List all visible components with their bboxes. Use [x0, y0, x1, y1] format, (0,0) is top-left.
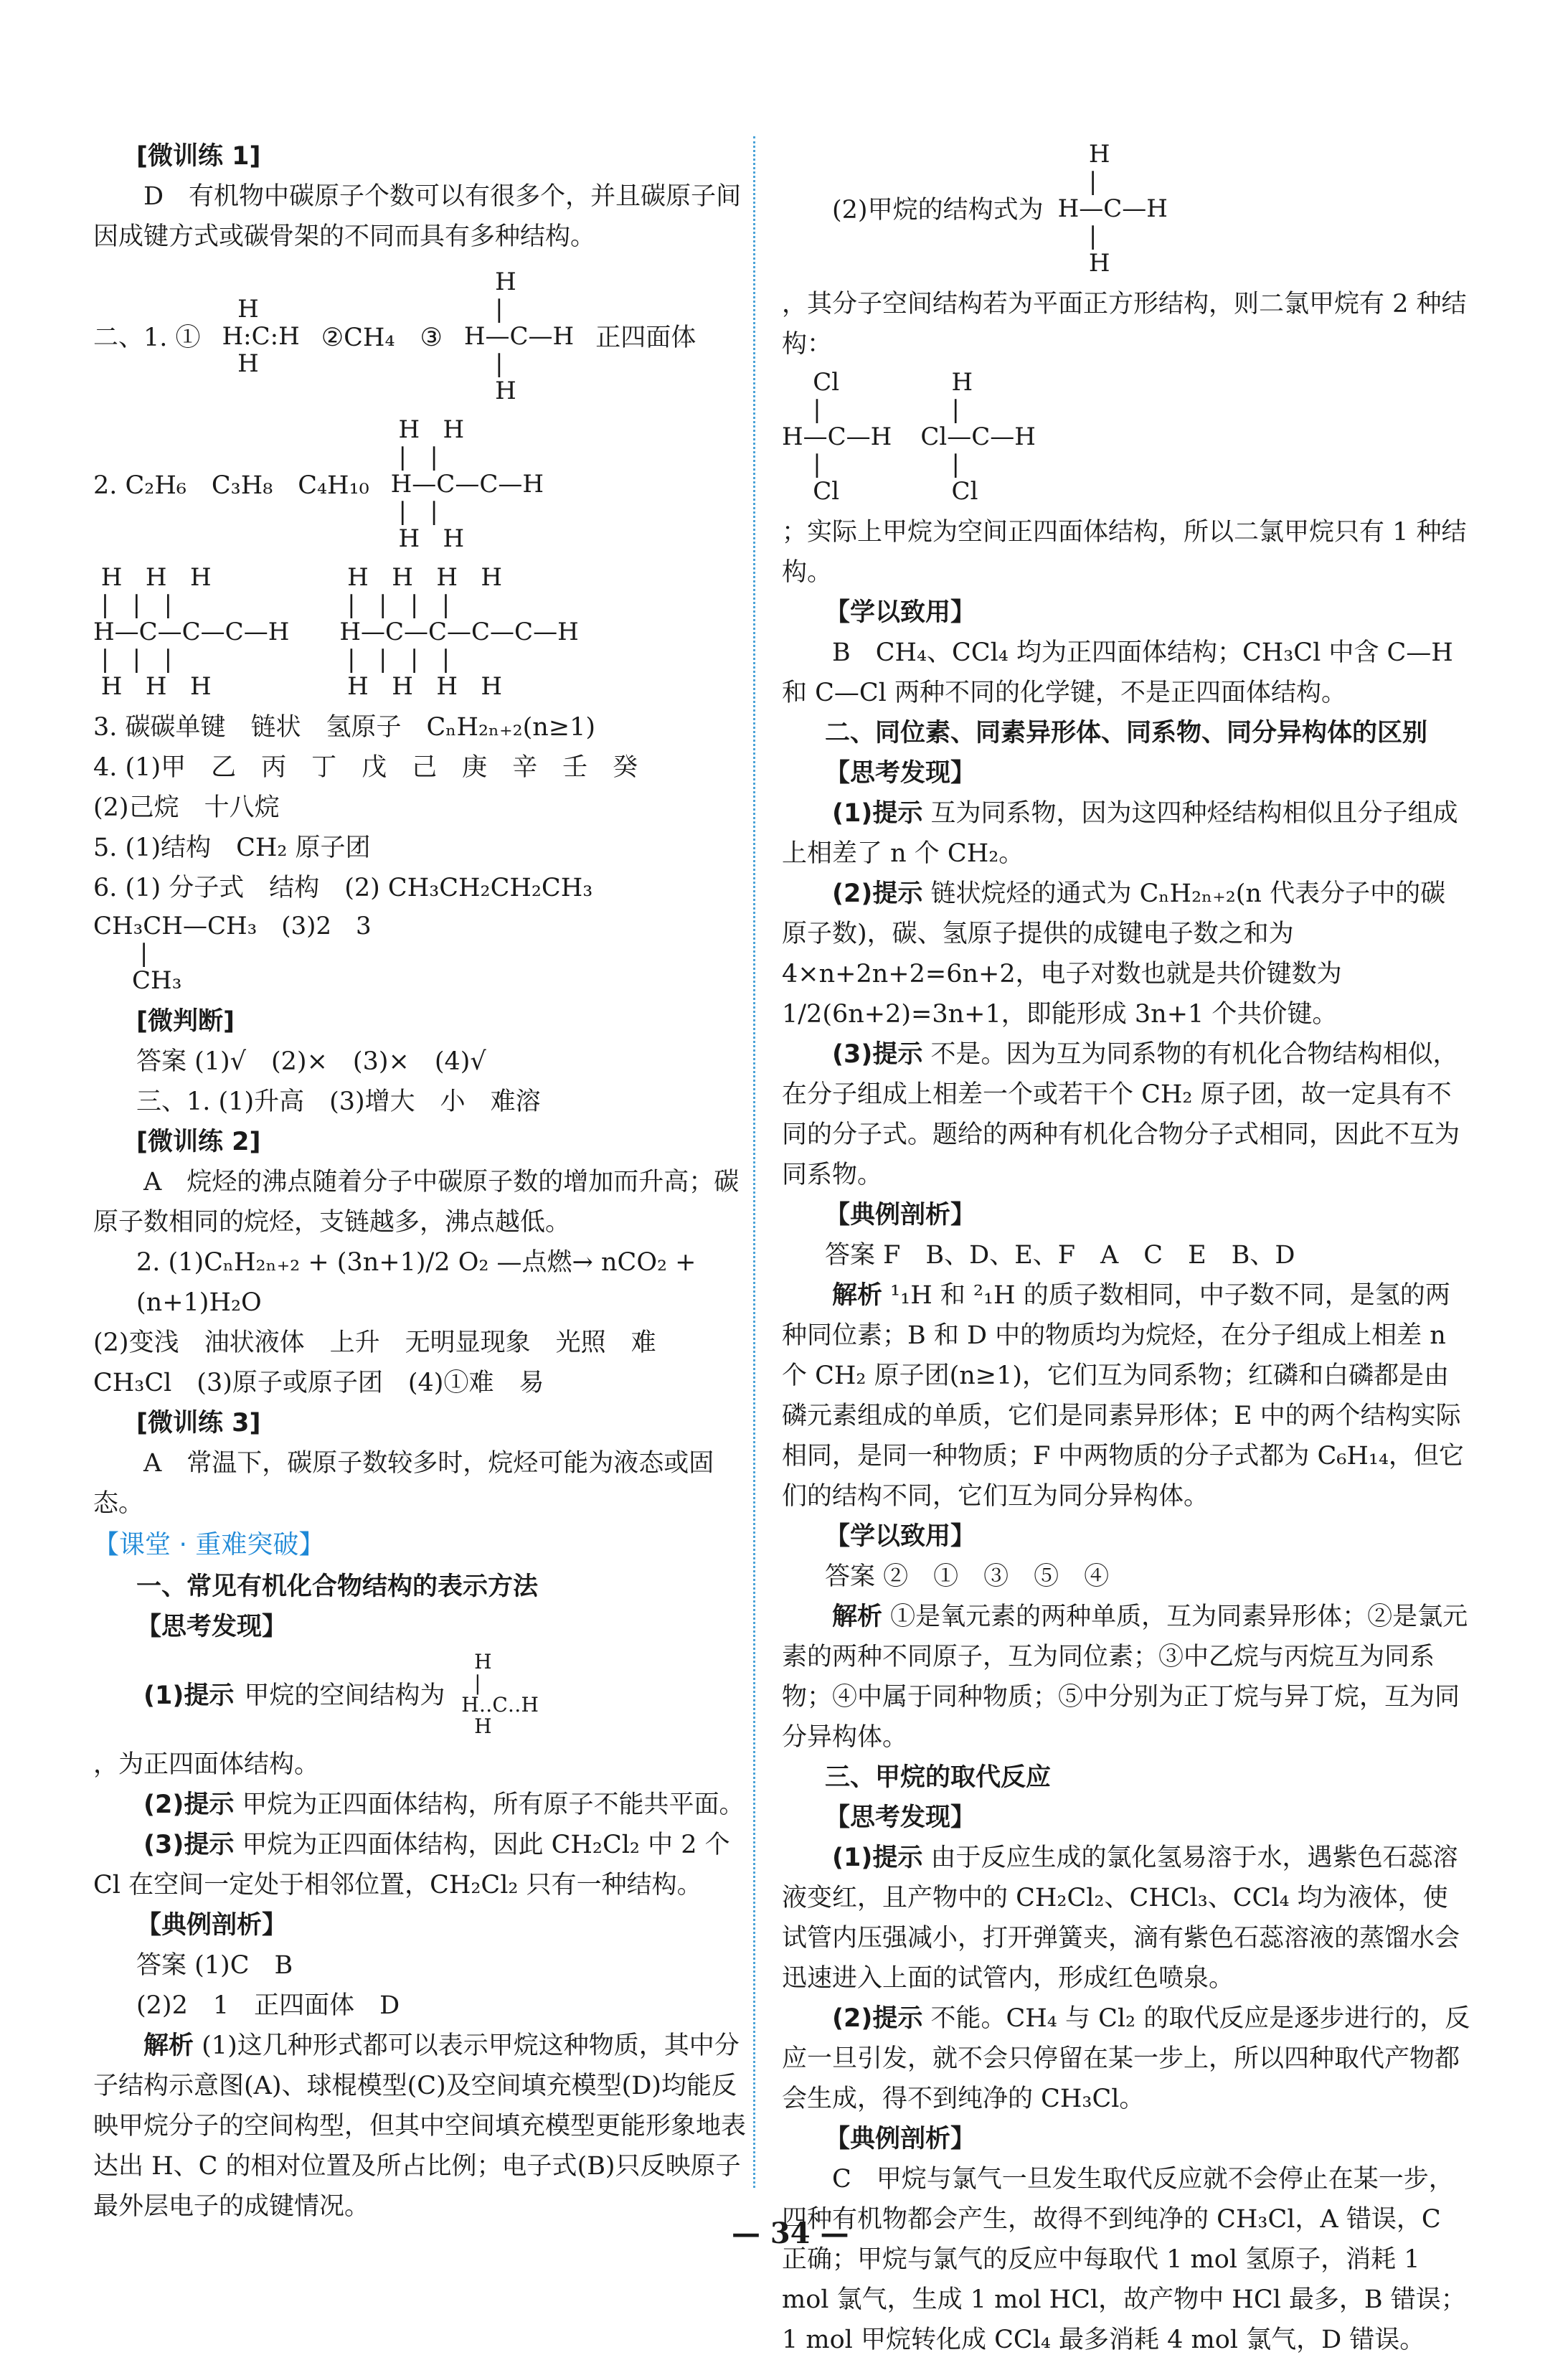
micro-practice-2-heading: [微训练 2] — [136, 1128, 261, 1156]
micro-practice-1-heading: [微训练 1] — [136, 142, 261, 171]
page-number: — 34 — — [732, 2217, 849, 2250]
hint-3-2 — [782, 1998, 1470, 2119]
micro-practice-2-answer: A 烷烃的沸点随着分子中碳原子数的增加而升高；碳原子数相同的烷烃，支链越多，沸点越低。 — [93, 1168, 740, 1237]
hint-2-2-text: 链状烷烃的通式为 CₙH₂ₙ₊₂(n 代表分子中的碳原子数)，碳、氢原子提供的成键电子数之和为 4×n+2n+2=6n+2，电子对数也就是共价键数为 1/2(6n+2)=3n+1，即能形成 3n+1 个共价键。 — [782, 879, 1446, 1029]
example-analysis-3-heading: 【典例剖析】 — [825, 2125, 976, 2153]
hint-2-label: (2)提示 — [143, 1790, 235, 1819]
section-2-item-5: 5. (1)结构 CH₂ 原子团 — [93, 834, 371, 862]
item-middle: ②CH₄ ③ — [321, 324, 443, 352]
hint-2 — [93, 1785, 746, 1825]
dichloromethane-structure-b: H | Cl—C—H | Cl — [920, 368, 1036, 506]
explanation-2-text: ¹₁H 和 ²₁H 的质子数相同，中子数不同，是氢的两种同位素；B 和 D 中的物质均为烷烃，在分子组成上相差 n 个 CH₂ 原子团(n≥1)，它们互为同系物；红磷和白磷都是由磷元素组成的单质，它们是同素异形体；E 中的两个结构实际相同，是同一种物质；F 中两物质的分子式都为 C₆H₁₄，但它们的结构不同，它们互为同分异构体。 — [782, 1281, 1464, 1511]
butane-structure: H H H H | | | | H—C—C—C—C—H | | | | H H H H — [339, 563, 579, 701]
hint-2-2-label: (2)提示 — [832, 879, 923, 908]
combustion-equation: 2. (1)CₙH₂ₙ₊₂ + (3n+1)/2 O₂ —点燃→ nCO₂ + (n+1)H₂O — [136, 1248, 704, 1317]
apply-2-explanation — [782, 1597, 1470, 1757]
section-3-heading: 三、甲烷的取代反应 — [825, 1763, 1052, 1792]
hint-1 — [93, 1647, 746, 1745]
hint-3-2-label: (2)提示 — [832, 2004, 923, 2033]
example-analysis-1-answer-2: (2)2 1 正四面体 D — [136, 1991, 400, 2020]
hint-2-1-text: 互为同系物，因为这四种烃结构相似且分子组成上相差了 n 个 CH₂。 — [782, 799, 1458, 868]
hint-2-3 — [782, 1034, 1470, 1195]
example-analysis-3-answer: C 甲烷与氯气一旦发生取代反应就不会停止在某一步，四种有机物都会产生，故得不到纯净的 CH₃Cl，A 错误，C 正确；甲烷与氯气的反应中每取代 1 mol 氢原子，消耗 1 mol 氯气，生成 1 mol HCl，故产物中 HCl 最多，B 错误；1 mol 甲烷转化成 CCl₄ 最多消耗 4 mol 氯气，D 错误。 — [782, 2165, 1466, 2354]
hint-2-3-label: (3)提示 — [832, 1040, 923, 1069]
apply-1-answer: B CH₄、CCl₄ 均为正四面体结构；CH₃Cl 中含 C—H 和 C—Cl 两种不同的化学键，不是正四面体结构。 — [782, 638, 1461, 707]
section-3-item-1: 三、1. (1)升高 (3)增大 小 难溶 — [136, 1087, 541, 1116]
methane-electron-formula: H H:C:H H — [222, 295, 300, 378]
hint-2-3-text: 不是。因为互为同系物的有机化合物结构相似，在分子组成上相差一个或若干个 CH₂ 原子团，故一定具有不同的分子式。题给的两种有机化合物分子式相同，因此不互为同系物。 — [782, 1040, 1460, 1189]
column-divider — [753, 136, 755, 2188]
micro-practice-3-heading: [微训练 3] — [136, 1409, 261, 1438]
hint-1-text: 甲烷的空间结构为 — [244, 1681, 445, 1710]
methane-structure-intro: (2)甲烷的结构式为 — [832, 196, 1044, 225]
hint-2-2 — [782, 874, 1470, 1034]
methane-structural-formula: H | H—C—H | H — [463, 268, 575, 405]
isobutane-structure: CH₃CH—CH₃ (3)2 3 | CH₃ — [93, 912, 372, 995]
micro-judge-heading: [微判断] — [136, 1007, 235, 1036]
apply-2-heading: 【学以致用】 — [825, 1522, 976, 1551]
example-analysis-1-explanation — [93, 2026, 746, 2227]
hint-2-text: 甲烷为正四面体结构，所有原子不能共平面。 — [242, 1790, 745, 1819]
hint-3-1 — [782, 1838, 1470, 1998]
dichloromethane-structure-a: Cl | H—C—H | Cl — [782, 368, 892, 506]
explanation-label: 解析 — [143, 2031, 194, 2060]
dichloromethane-structures — [782, 364, 1470, 512]
explanation-2-label: 解析 — [832, 1281, 883, 1310]
example-analysis-2-answer: 答案 F B、D、E、F A C E B、D — [825, 1241, 1295, 1270]
example-analysis-2-explanation — [782, 1275, 1470, 1516]
example-analysis-1-answer-1: 答案 (1)C B — [136, 1951, 293, 1980]
hint-2-1 — [782, 793, 1470, 874]
apply-2-answer: 答案 ② ① ③ ⑤ ④ — [825, 1562, 1110, 1591]
hint-3-text: 甲烷为正四面体结构，因此 CH₂Cl₂ 中 2 个 Cl 在空间一定处于相邻位置，CH₂Cl₂ 只有一种结构。 — [93, 1831, 738, 1899]
classroom-banner: 【课堂 · 重难突破】 — [93, 1530, 325, 1559]
hint-3-2-text: 不能。CH₄ 与 Cl₂ 的取代反应是逐步进行的，反应一旦引发，就不会只停留在某一步上，所以四种取代产物都会生成，得不到纯净的 CH₃Cl。 — [782, 2004, 1470, 2113]
section-2-item-6a: 6. (1) 分子式 结构 (2) CH₃CH₂CH₂CH₃ — [93, 874, 593, 902]
explanation-3-text: ①是氧元素的两种单质，互为同素异形体；②是氯元素的两种不同原子，互为同位素；③中乙烷与丙烷互为同系物；④中属于同种物质；⑤中分别为正丁烷与异丁烷，互为同分异构体。 — [782, 1603, 1468, 1752]
alkane-formulas: 2. C₂H₆ C₃H₈ C₄H₁₀ — [93, 471, 369, 500]
section-2-item-1 — [93, 264, 746, 412]
think-discover-3-heading: 【思考发现】 — [825, 1803, 976, 1832]
propane-structure: H H H | | | H—C—C—C—H | | | H H H — [93, 563, 290, 701]
methane-3d-structure: H | H‥C‥H H — [461, 1650, 539, 1738]
left-column — [93, 136, 746, 2227]
methane-structure-conclusion: ；实际上甲烷为空间正四面体结构，所以二氯甲烷只有 1 种结构。 — [782, 518, 1467, 587]
micro-judge-answer: 答案 (1)√ (2)× (3)× (4)√ — [136, 1047, 486, 1076]
methane-structure-text: ，其分子空间结构若为平面正方形结构，则二氯甲烷有 2 种结构： — [782, 290, 1467, 359]
section-3-item-2-rest: (2)变浅 油状液体 上升 无明显现象 光照 难 CH₃Cl (3)原子或原子团 (4)①难 易 — [93, 1328, 681, 1397]
section-2-item-2 — [93, 412, 746, 560]
micro-practice-3-answer: A 常温下，碳原子数较多时，烷烃可能为液态或固态。 — [93, 1449, 714, 1518]
hint-2-1-label: (1)提示 — [832, 799, 923, 828]
hint-1-end: ，为正四面体结构。 — [93, 1750, 320, 1779]
hint-3-1-label: (1)提示 — [832, 1844, 923, 1872]
hint-3-label: (3)提示 — [143, 1831, 235, 1859]
hint-3 — [93, 1825, 746, 1905]
section-2-item-3: 3. 碳碳单键 链状 氢原子 CₙH₂ₙ₊₂(n≥1) — [93, 713, 596, 742]
section-2-item-4a: 4. (1)甲 乙 丙 丁 戊 己 庚 辛 壬 癸 — [93, 753, 638, 782]
think-discover-2-heading: 【思考发现】 — [825, 759, 976, 788]
section-2-item-4b: (2)己烷 十八烷 — [93, 793, 280, 822]
explanation-text: (1)这几种形式都可以表示甲烷这种物质，其中分子结构示意图(A)、球棍模型(C)及空间填充模型(D)均能反映甲烷分子的空间构型，但其中空间填充模型更能形象地表达出 H、C 的相对位置及所占比例；电子式(B)只反映原子最外层电子的成键情况。 — [93, 2031, 747, 2221]
think-discover-1-heading: 【思考发现】 — [136, 1613, 288, 1641]
item-end: 正四面体 — [595, 324, 696, 352]
item-prefix: 二、1. ① — [93, 324, 201, 352]
right-column — [782, 136, 1470, 2360]
hint-3-1-text: 由于反应生成的氯化氢易溶于水，遇紫色石蕊溶液变红，且产物中的 CH₂Cl₂、CHCl₃、CCl₄ 均为液体，使试管内压强减小，打开弹簧夹，滴有紫色石蕊溶液的蒸馏水会迅速进入上面的试管内，形成红色喷泉。 — [782, 1844, 1460, 1993]
micro-practice-1-answer: D 有机物中碳原子个数可以有很多个，并且碳原子间因成键方式或碳骨架的不同而具有多种结构。 — [93, 182, 742, 251]
methane-structure-row — [782, 136, 1470, 284]
section-2-heading: 二、同位素、同素异形体、同系物、同分异构体的区别 — [825, 719, 1428, 747]
methane-structural-formula-2: H | H—C—H | H — [1057, 140, 1168, 278]
example-analysis-2-heading: 【典例剖析】 — [825, 1201, 976, 1229]
explanation-3-label: 解析 — [832, 1603, 883, 1631]
ethane-structure: H H | | H—C—C—H | | H H — [390, 415, 544, 553]
section-1-heading: 一、常见有机化合物结构的表示方法 — [136, 1572, 539, 1601]
hint-1-label: (1)提示 — [143, 1681, 235, 1710]
apply-1-heading: 【学以致用】 — [825, 598, 976, 627]
example-analysis-1-heading: 【典例剖析】 — [136, 1911, 288, 1940]
section-2-item-2-structures — [93, 560, 746, 707]
